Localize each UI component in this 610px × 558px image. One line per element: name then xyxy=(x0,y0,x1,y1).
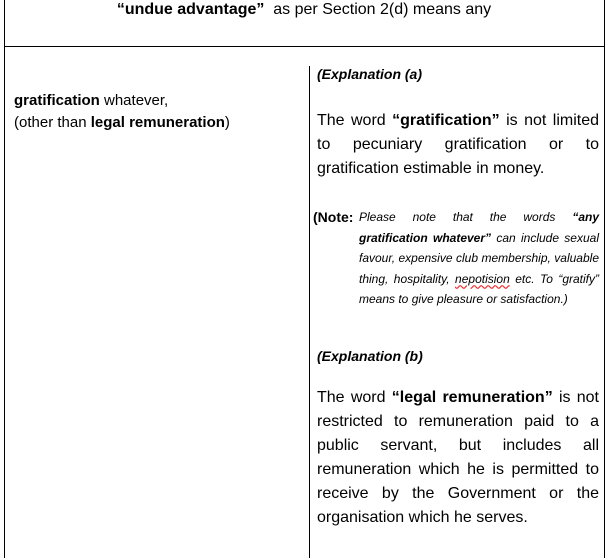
explanation-a-term: “gratification” xyxy=(392,112,500,129)
definition-left-cell xyxy=(14,90,304,134)
explanation-b-label: (Explanation (b) xyxy=(317,348,423,364)
heading-term: “undue advantage” xyxy=(116,1,265,18)
explanation-a-post: is not limited to pecuniary gratification or to gratification estimable in money. xyxy=(317,112,599,177)
explanation-b-text xyxy=(317,386,599,530)
note-pre: Please note that the words xyxy=(359,210,573,224)
left-bold-gratification: gratification xyxy=(14,92,100,109)
note-flagged-word: nepotision xyxy=(455,271,510,286)
note-mid: can include sexual favour, expensive club membership, valuable thing, hospitality, xyxy=(359,230,599,286)
explanation-a-text xyxy=(317,109,599,181)
note-term: “any gratification whatever” xyxy=(359,210,599,245)
table-border-left xyxy=(4,0,5,558)
note-body xyxy=(359,207,599,310)
left-bold-legal-remuneration: legal remuneration xyxy=(90,114,225,131)
explanation-a-label: (Explanation (a) xyxy=(317,66,423,82)
explanation-b-post: is not restricted to remuneration paid to a public servant, but includes all remuneration which he is permitted to receive by the Government or the organisation which he serves. xyxy=(317,389,599,526)
left-text-whatever: whatever, xyxy=(99,92,169,109)
left-text-other-than: (other than xyxy=(14,114,91,131)
header-row-divider xyxy=(4,46,605,47)
definition-heading xyxy=(4,0,604,20)
note-label xyxy=(313,207,353,227)
explanation-b-pre: The word xyxy=(317,389,392,406)
table-border-right xyxy=(604,0,605,558)
explanation-b-term: “legal remuneration” xyxy=(391,389,553,406)
note-post: etc. To “gratify” means to give pleasure or satisfaction.) xyxy=(359,271,600,306)
heading-rest: as per Section 2(d) means any xyxy=(273,1,492,18)
explanation-a-pre: The word xyxy=(317,112,393,129)
column-divider xyxy=(309,66,310,558)
left-text-close: ) xyxy=(224,114,230,131)
note-label-text: (Note xyxy=(313,209,349,225)
note-colon: : xyxy=(348,209,354,225)
